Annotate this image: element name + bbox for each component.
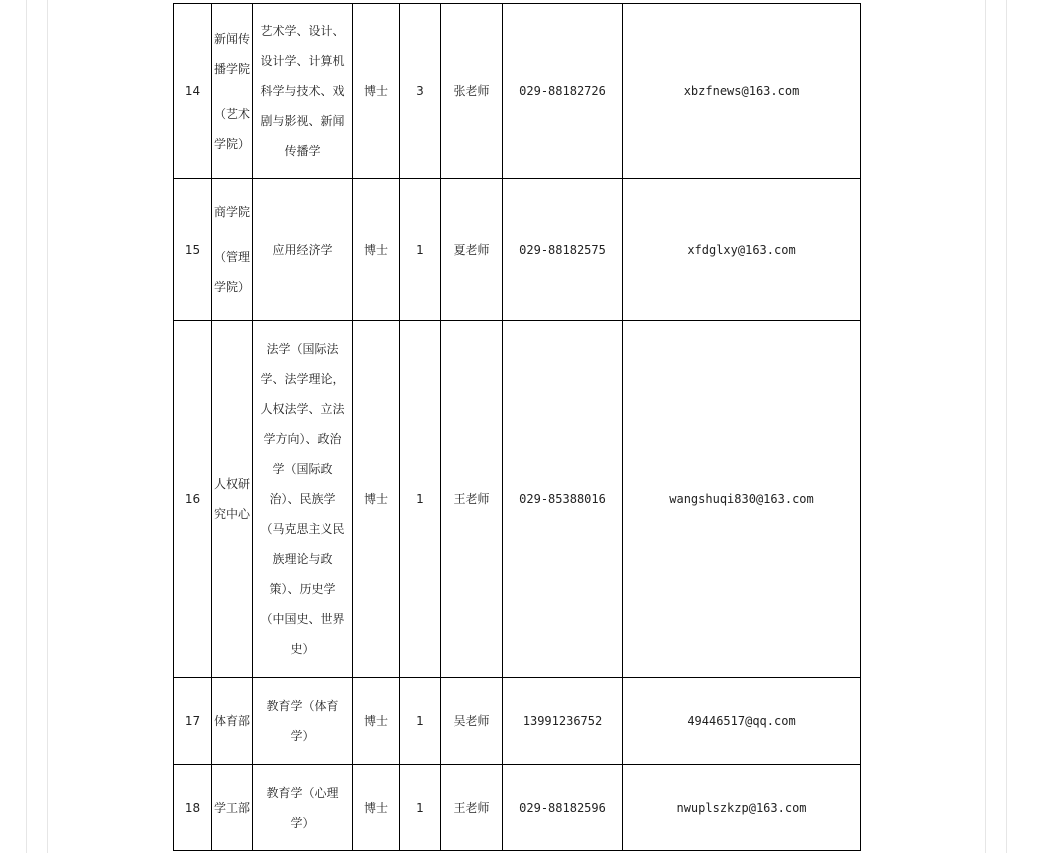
table-row — [174, 765, 861, 851]
major-cell-line: （马克思主义民 — [260, 522, 345, 536]
major-cell-line: 教育学（心理 — [266, 785, 339, 800]
recruitment-table — [173, 3, 861, 851]
table-row — [174, 4, 861, 179]
contact-cell: 王老师 — [441, 765, 503, 851]
major-cell-line: 治）、民族学 — [269, 492, 336, 506]
department-cell-line: 人权研 — [213, 477, 250, 491]
major-cell-line: 学、法学理论， — [260, 372, 345, 386]
major-cell-line: 学（国际政 — [272, 462, 333, 476]
major-cell-line: 学） — [290, 729, 315, 743]
contact-cell: 王老师 — [441, 321, 503, 678]
email-cell: wangshuqi830@163.com — [623, 321, 861, 678]
major-cell-line: 科学与技术、戏 — [260, 84, 345, 98]
major-cell — [253, 4, 353, 179]
page-border-right-inner — [985, 0, 986, 853]
department-cell — [212, 321, 253, 678]
major-cell-line: 艺术学、设计、 — [260, 24, 345, 38]
major-cell-line: 剧与影视、新闻 — [260, 114, 345, 128]
major-cell-line: 教育学（体育 — [266, 699, 339, 713]
count-cell: 1 — [400, 179, 441, 321]
table-row — [174, 678, 861, 765]
table-row — [174, 179, 861, 321]
email-cell: xbzfnews@163.com — [623, 4, 861, 179]
row-number: 16 — [174, 321, 212, 678]
table-row — [174, 321, 861, 678]
department-cell — [212, 179, 253, 321]
major-cell-line: 史） — [290, 642, 315, 656]
contact-cell: 吴老师 — [441, 678, 503, 765]
email-cell: nwuplszkzp@163.com — [623, 765, 861, 851]
count-cell: 1 — [400, 678, 441, 765]
major-cell-line: 设计学、计算机 — [260, 54, 345, 68]
count-cell: 3 — [400, 4, 441, 179]
department-cell-line: 播学院 — [213, 61, 250, 76]
phone-cell: 029-88182575 — [503, 179, 623, 321]
degree-cell: 博士 — [353, 4, 400, 179]
page-border-right-outer — [1006, 0, 1007, 853]
email-cell: xfdglxy@163.com — [623, 179, 861, 321]
department-cell-line: 商学院 — [213, 205, 250, 219]
major-cell-line: 族理论与政 — [272, 552, 333, 566]
degree-cell: 博士 — [353, 678, 400, 765]
row-number: 18 — [174, 765, 212, 851]
department-cell-line: 学院） — [213, 136, 250, 151]
major-cell — [253, 765, 353, 851]
department-cell-line: 新闻传 — [213, 31, 250, 46]
department-cell — [212, 678, 253, 765]
major-cell-line: 策）、历史学 — [269, 582, 336, 596]
contact-cell: 张老师 — [441, 4, 503, 179]
email-cell: 49446517@qq.com — [623, 678, 861, 765]
degree-cell: 博士 — [353, 765, 400, 851]
department-cell-line: 究中心 — [213, 507, 250, 521]
count-cell: 1 — [400, 321, 441, 678]
page-border-left-outer — [26, 0, 27, 853]
phone-cell: 13991236752 — [503, 678, 623, 765]
major-cell — [253, 179, 353, 321]
major-cell-line: （中国史、世界 — [260, 612, 345, 626]
department-cell — [212, 765, 253, 851]
department-cell-line: （艺术 — [213, 106, 250, 121]
row-number: 17 — [174, 678, 212, 765]
major-cell-line: 人权法学、立法 — [260, 402, 345, 416]
major-cell — [253, 678, 353, 765]
major-cell-line: 传播学 — [284, 144, 321, 158]
phone-cell: 029-88182726 — [503, 4, 623, 179]
major-cell-line: 学） — [290, 815, 315, 830]
contact-cell: 夏老师 — [441, 179, 503, 321]
row-number: 15 — [174, 179, 212, 321]
phone-cell: 029-88182596 — [503, 765, 623, 851]
department-cell-line: 学工部 — [213, 800, 250, 815]
department-cell — [212, 4, 253, 179]
major-cell — [253, 321, 353, 678]
degree-cell: 博士 — [353, 321, 400, 678]
major-cell-line: 法学（国际法 — [266, 342, 339, 356]
department-cell-line: 学院） — [213, 280, 250, 294]
department-cell-line: （管理 — [213, 250, 250, 264]
count-cell: 1 — [400, 765, 441, 851]
major-cell-line: 应用经济学 — [272, 242, 333, 257]
degree-cell: 博士 — [353, 179, 400, 321]
department-cell-line: 体育部 — [213, 714, 250, 728]
phone-cell: 029-85388016 — [503, 321, 623, 678]
row-number: 14 — [174, 4, 212, 179]
page-border-left-inner — [47, 0, 48, 853]
major-cell-line: 学方向）、政治 — [263, 432, 342, 446]
